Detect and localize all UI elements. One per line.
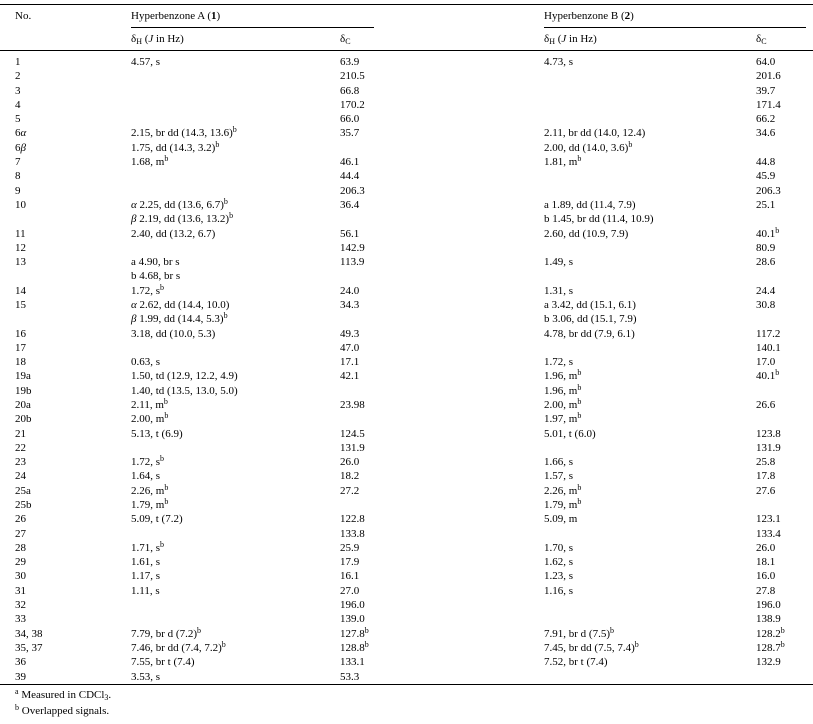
row-number: 34, 38 xyxy=(15,627,43,640)
row-number: 10 xyxy=(15,198,26,211)
compound-b-delta-h: 2.26, $m^b$ xyxy=(544,482,582,497)
row-number: 20a xyxy=(15,399,31,411)
header-a-delta-h: $\delta_H$ (J in Hz) xyxy=(131,33,184,46)
compound-b-delta-c: 133.4 xyxy=(756,527,781,540)
compound-a-delta-h: 4.57, s xyxy=(131,56,161,68)
compound-a-delta-h: 2.26, $m^b$ xyxy=(131,482,169,497)
compound-a-delta-h: α 2.62, dd (14.4, 10.0) xyxy=(131,298,230,311)
compound-a-delta-c: 170.2 xyxy=(340,98,365,111)
row-number: 16 xyxy=(15,327,26,340)
compound-b-delta-h: 1.62, s xyxy=(544,556,574,569)
row-number: 19a xyxy=(15,370,31,383)
compound-a-delta-h: 0.63, s xyxy=(131,356,161,369)
row-number: 18 xyxy=(15,356,26,369)
compound-b-delta-h: 4.73, s xyxy=(544,56,574,68)
compound-b-delta-c: 140.1 xyxy=(756,341,781,354)
row-number: 27 xyxy=(15,527,26,540)
compound-b-delta-h: 1.72, s xyxy=(544,356,574,369)
compound-b-delta-h: 5.01, t (6.0) xyxy=(544,427,596,440)
row-number: 4 xyxy=(15,98,21,111)
compound-b-delta-c: 25.1 xyxy=(756,198,776,211)
compound-a-delta-c: 23.98 xyxy=(340,399,365,411)
compound-b-delta-h: 1.97, $m^b$ xyxy=(544,411,582,426)
compound-b-delta-c: 18.1 xyxy=(756,556,776,569)
compound-b-delta-c: 206.3 xyxy=(756,184,781,197)
header-b-delta-c: $\delta_C$ xyxy=(756,33,767,46)
compound-a-delta-h: α 2.25, dd (13.6, 6.7)$^b$ xyxy=(131,196,228,211)
row-number: 23 xyxy=(15,456,26,469)
compound-b-delta-c: 117.2 xyxy=(756,327,781,340)
header-no: No. xyxy=(15,10,32,22)
footnote-b: $^b$ Overlapped signals. xyxy=(15,703,110,717)
compound-b-delta-h: 1.57, s xyxy=(544,470,574,483)
compound-a-delta-h: 7.46, br dd (7.4, 7.2)$^b$ xyxy=(131,639,226,654)
compound-a-delta-c: 66.8 xyxy=(340,84,360,97)
compound-a-delta-c: 210.5 xyxy=(340,70,365,83)
compound-b-delta-c: 27.6 xyxy=(756,484,776,497)
compound-a-delta-h: 7.55, br t (7.4) xyxy=(131,656,195,669)
compound-b-delta-h: 1.70, s xyxy=(544,541,574,554)
compound-b-delta-h: a 1.89, dd (11.4, 7.9) xyxy=(544,198,636,211)
compound-a-delta-h: 1.79, $m^b$ xyxy=(131,497,169,511)
row-number: 8 xyxy=(15,170,21,183)
footnote-a: $^a$ Measured in CDCl$_3$. xyxy=(15,687,112,702)
compound-a-delta-c: 42.1 xyxy=(340,370,360,383)
compound-a-delta-h: a 4.90, br s xyxy=(131,256,180,269)
compound-b-delta-c: 171.4 xyxy=(756,98,781,111)
compound-a-delta-c: 34.3 xyxy=(340,298,360,311)
compound-a-delta-c: 142.9 xyxy=(340,241,365,254)
row-number: 13 xyxy=(15,256,26,269)
compound-a-delta-h: 3.53, s xyxy=(131,670,161,683)
compound-a-delta-c: 53.3 xyxy=(340,670,360,683)
row-number: 30 xyxy=(15,570,26,583)
compound-a-delta-h: 1.72, $s^b$ xyxy=(131,282,165,297)
compound-b-delta-h: 1.81, $m^b$ xyxy=(544,154,582,168)
compound-b-delta-h: 1.49, s xyxy=(544,256,574,269)
compound-b-delta-h: 2.00, $m^b$ xyxy=(544,397,582,411)
compound-a-delta-c: 47.0 xyxy=(340,341,360,354)
compound-b-delta-h: 2.11, br dd (14.0, 12.4) xyxy=(544,127,646,140)
row-number: 6α xyxy=(15,127,27,140)
compound-a-delta-c: 122.8 xyxy=(340,513,365,526)
compound-b-delta-c: 40.1$^b$ xyxy=(756,225,780,240)
row-number: 22 xyxy=(15,441,26,454)
compound-b-delta-h: 4.78, br dd (7.9, 6.1) xyxy=(544,327,635,340)
compound-a-delta-c: 133.1 xyxy=(340,656,365,669)
compound-a-delta-c: 49.3 xyxy=(340,327,360,340)
compound-a-delta-c: 133.8 xyxy=(340,527,365,540)
row-number: 24 xyxy=(15,470,26,483)
row-number: 14 xyxy=(15,284,26,297)
compound-b-delta-c: 25.8 xyxy=(756,456,776,469)
compound-b-delta-h: 5.09, m xyxy=(544,513,578,526)
compound-a-delta-c: 25.9 xyxy=(340,541,360,554)
compound-b-delta-c: 66.2 xyxy=(756,113,776,126)
compound-b-delta-c: 128.2$^b$ xyxy=(756,625,785,640)
compound-b-delta-h: 1.23, s xyxy=(544,570,574,583)
compound-a-delta-h: 2.00, $m^b$ xyxy=(131,411,169,426)
compound-b-delta-c: 16.0 xyxy=(756,570,776,583)
compound-a-delta-c: 131.9 xyxy=(340,441,365,454)
compound-b-delta-c: 196.0 xyxy=(756,599,781,611)
compound-b-delta-c: 17.0 xyxy=(756,356,776,369)
compound-a-delta-h: 1.71, $s^b$ xyxy=(131,539,165,554)
row-number: 15 xyxy=(15,298,26,311)
compound-a-delta-c: 17.1 xyxy=(340,356,360,369)
row-number: 1 xyxy=(15,56,21,68)
compound-a-delta-c: 17.9 xyxy=(340,556,360,569)
compound-b-delta-h: 1.16, s xyxy=(544,584,574,597)
compound-b-delta-h: 1.96, $m^b$ xyxy=(544,382,582,397)
compound-b-delta-c: 132.9 xyxy=(756,656,781,669)
row-number: 19b xyxy=(15,384,32,397)
row-number: 7 xyxy=(15,156,21,168)
compound-a-delta-h: 1.50, td (12.9, 12.2, 4.9) xyxy=(131,370,238,383)
compound-b-delta-h: 2.00, dd (14.0, 3.6)$^b$ xyxy=(544,139,633,154)
compound-b-delta-c: 45.9 xyxy=(756,170,776,183)
compound-a-delta-h: β 1.99, dd (14.4, 5.3)$^b$ xyxy=(131,311,228,326)
compound-b-delta-c: 26.0 xyxy=(756,541,776,554)
compound-a-delta-h: 1.64, s xyxy=(131,470,161,483)
compound-b-delta-h: 1.66, s xyxy=(544,456,574,469)
compound-b-delta-c: 24.4 xyxy=(756,284,776,297)
compound-a-delta-c: 206.3 xyxy=(340,184,365,197)
row-number: 5 xyxy=(15,113,21,126)
compound-a-delta-c: 27.0 xyxy=(340,584,360,597)
compound-b-delta-c: 123.8 xyxy=(756,427,781,440)
row-number: 25a xyxy=(15,484,31,497)
compound-b-delta-c: 44.8 xyxy=(756,156,776,168)
compound-a-delta-c: 139.0 xyxy=(340,613,365,626)
compound-b-delta-c: 28.6 xyxy=(756,256,776,269)
row-number: 12 xyxy=(15,241,26,254)
row-number: 32 xyxy=(15,599,26,611)
row-number: 35, 37 xyxy=(15,641,43,654)
compound-a-delta-h: 2.11, $m^b$ xyxy=(131,397,168,411)
top-rule xyxy=(0,4,813,5)
row-number: 21 xyxy=(15,427,26,440)
compound-a-delta-c: 196.0 xyxy=(340,599,365,611)
header-a-delta-c: $\delta_C$ xyxy=(340,33,351,46)
compound-a-delta-h: 2.40, dd (13.2, 6.7) xyxy=(131,227,216,240)
compound-a-delta-c: 27.2 xyxy=(340,484,360,497)
compound-a-delta-c: 35.7 xyxy=(340,127,360,140)
compound-a-delta-c: 128.8$^b$ xyxy=(340,639,369,654)
compound-a-delta-c: 36.4 xyxy=(340,198,360,211)
compound-a-delta-c: 16.1 xyxy=(340,570,360,583)
compound-b-delta-c: 138.9 xyxy=(756,613,781,626)
compound-a-delta-c: 124.5 xyxy=(340,427,365,440)
compound-b-delta-h: 7.52, br t (7.4) xyxy=(544,656,608,669)
compound-a-delta-h: β 2.19, dd (13.6, 13.2)$^b$ xyxy=(131,211,234,226)
compound-b-delta-c: 80.9 xyxy=(756,241,776,254)
compound-a-rule xyxy=(131,27,374,28)
compound-a-delta-c: 127.8$^b$ xyxy=(340,625,369,640)
compound-a-delta-h: b 4.68, br s xyxy=(131,270,181,283)
compound-b-delta-h: b 3.06, dd (15.1, 7.9) xyxy=(544,313,637,326)
compound-a-delta-h: 1.40, td (13.5, 13.0, 5.0) xyxy=(131,384,238,397)
compound-a-delta-h: 1.72, $s^b$ xyxy=(131,454,165,469)
compound-a-delta-h: 1.68, $m^b$ xyxy=(131,154,169,168)
compound-b-delta-h: 1.96, $m^b$ xyxy=(544,368,582,383)
compound-a-delta-h: 1.11, s xyxy=(131,584,160,597)
row-number: 33 xyxy=(15,613,26,626)
compound-b-delta-c: 64.0 xyxy=(756,56,776,68)
bottom-rule xyxy=(0,684,813,685)
compound-b-delta-c: 201.6 xyxy=(756,70,781,83)
header-compound-a: Hyperbenzone A (1) xyxy=(131,10,221,22)
compound-b-delta-c: 34.6 xyxy=(756,127,776,140)
compound-a-delta-h: 1.75, dd (14.3, 3.2)$^b$ xyxy=(131,139,220,154)
compound-b-delta-h: a 3.42, dd (15.1, 6.1) xyxy=(544,298,636,311)
row-number: 11 xyxy=(15,227,26,240)
compound-b-delta-c: 40.1$^b$ xyxy=(756,368,780,383)
compound-a-delta-c: 56.1 xyxy=(340,227,360,240)
row-number: 2 xyxy=(15,70,21,83)
compound-b-delta-h: 7.45, br dd (7.5, 7.4)$^b$ xyxy=(544,639,639,654)
row-number: 9 xyxy=(15,184,21,197)
compound-b-delta-c: 128.7$^b$ xyxy=(756,639,785,654)
row-number: 3 xyxy=(15,84,21,97)
compound-a-delta-c: 46.1 xyxy=(340,156,360,168)
row-number: 28 xyxy=(15,541,26,554)
compound-b-delta-h: b 1.45, br dd (11.4, 10.9) xyxy=(544,213,654,226)
compound-b-delta-h: 1.79, $m^b$ xyxy=(544,497,582,511)
compound-a-delta-c: 24.0 xyxy=(340,284,360,297)
row-number: 39 xyxy=(15,670,26,683)
compound-a-delta-c: 113.9 xyxy=(340,256,365,269)
compound-b-delta-h: 7.91, br d $(7.5)^b$ xyxy=(544,625,614,640)
compound-a-delta-c: 44.4 xyxy=(340,170,360,183)
row-number: 29 xyxy=(15,556,26,569)
header-b-delta-h: $\delta_H$ (J in Hz) xyxy=(544,33,597,46)
compound-b-delta-c: 123.1 xyxy=(756,513,781,526)
compound-a-delta-h: 2.15, br dd (14.3, 13.6)$^b$ xyxy=(131,125,237,140)
compound-b-delta-c: 26.6 xyxy=(756,399,776,411)
compound-b-delta-c: 27.8 xyxy=(756,584,776,597)
compound-a-delta-c: 26.0 xyxy=(340,456,360,469)
row-number: 26 xyxy=(15,513,26,526)
compound-b-delta-c: 39.7 xyxy=(756,84,776,97)
header-bottom-rule xyxy=(0,50,813,51)
compound-b-delta-c: 30.8 xyxy=(756,298,776,311)
row-number: 17 xyxy=(15,341,26,354)
row-number: 31 xyxy=(15,584,26,597)
row-number: 20b xyxy=(15,413,32,426)
compound-a-delta-h: 1.61, s xyxy=(131,556,161,569)
row-number: 36 xyxy=(15,656,26,669)
compound-b-delta-c: 17.8 xyxy=(756,470,776,483)
row-number: 25b xyxy=(15,499,32,511)
compound-a-delta-h: 3.18, dd (10.0, 5.3) xyxy=(131,327,216,340)
compound-b-delta-c: 131.9 xyxy=(756,441,781,454)
compound-b-rule xyxy=(544,27,806,28)
compound-a-delta-c: 66.0 xyxy=(340,113,360,126)
compound-a-delta-h: 5.13, t (6.9) xyxy=(131,427,183,440)
compound-b-delta-h: 1.31, s xyxy=(544,284,574,297)
row-number: 6β xyxy=(15,141,26,154)
header-compound-b: Hyperbenzone B (2) xyxy=(544,10,634,22)
compound-a-delta-h: 5.09, t (7.2) xyxy=(131,513,183,526)
compound-b-delta-h: 2.60, dd (10.9, 7.9) xyxy=(544,227,629,240)
compound-a-delta-c: 63.9 xyxy=(340,56,360,68)
compound-a-delta-h: 1.17, s xyxy=(131,570,161,583)
compound-a-delta-c: 18.2 xyxy=(340,470,360,483)
compound-a-delta-h: 7.79, br d $(7.2)^b$ xyxy=(131,625,201,640)
